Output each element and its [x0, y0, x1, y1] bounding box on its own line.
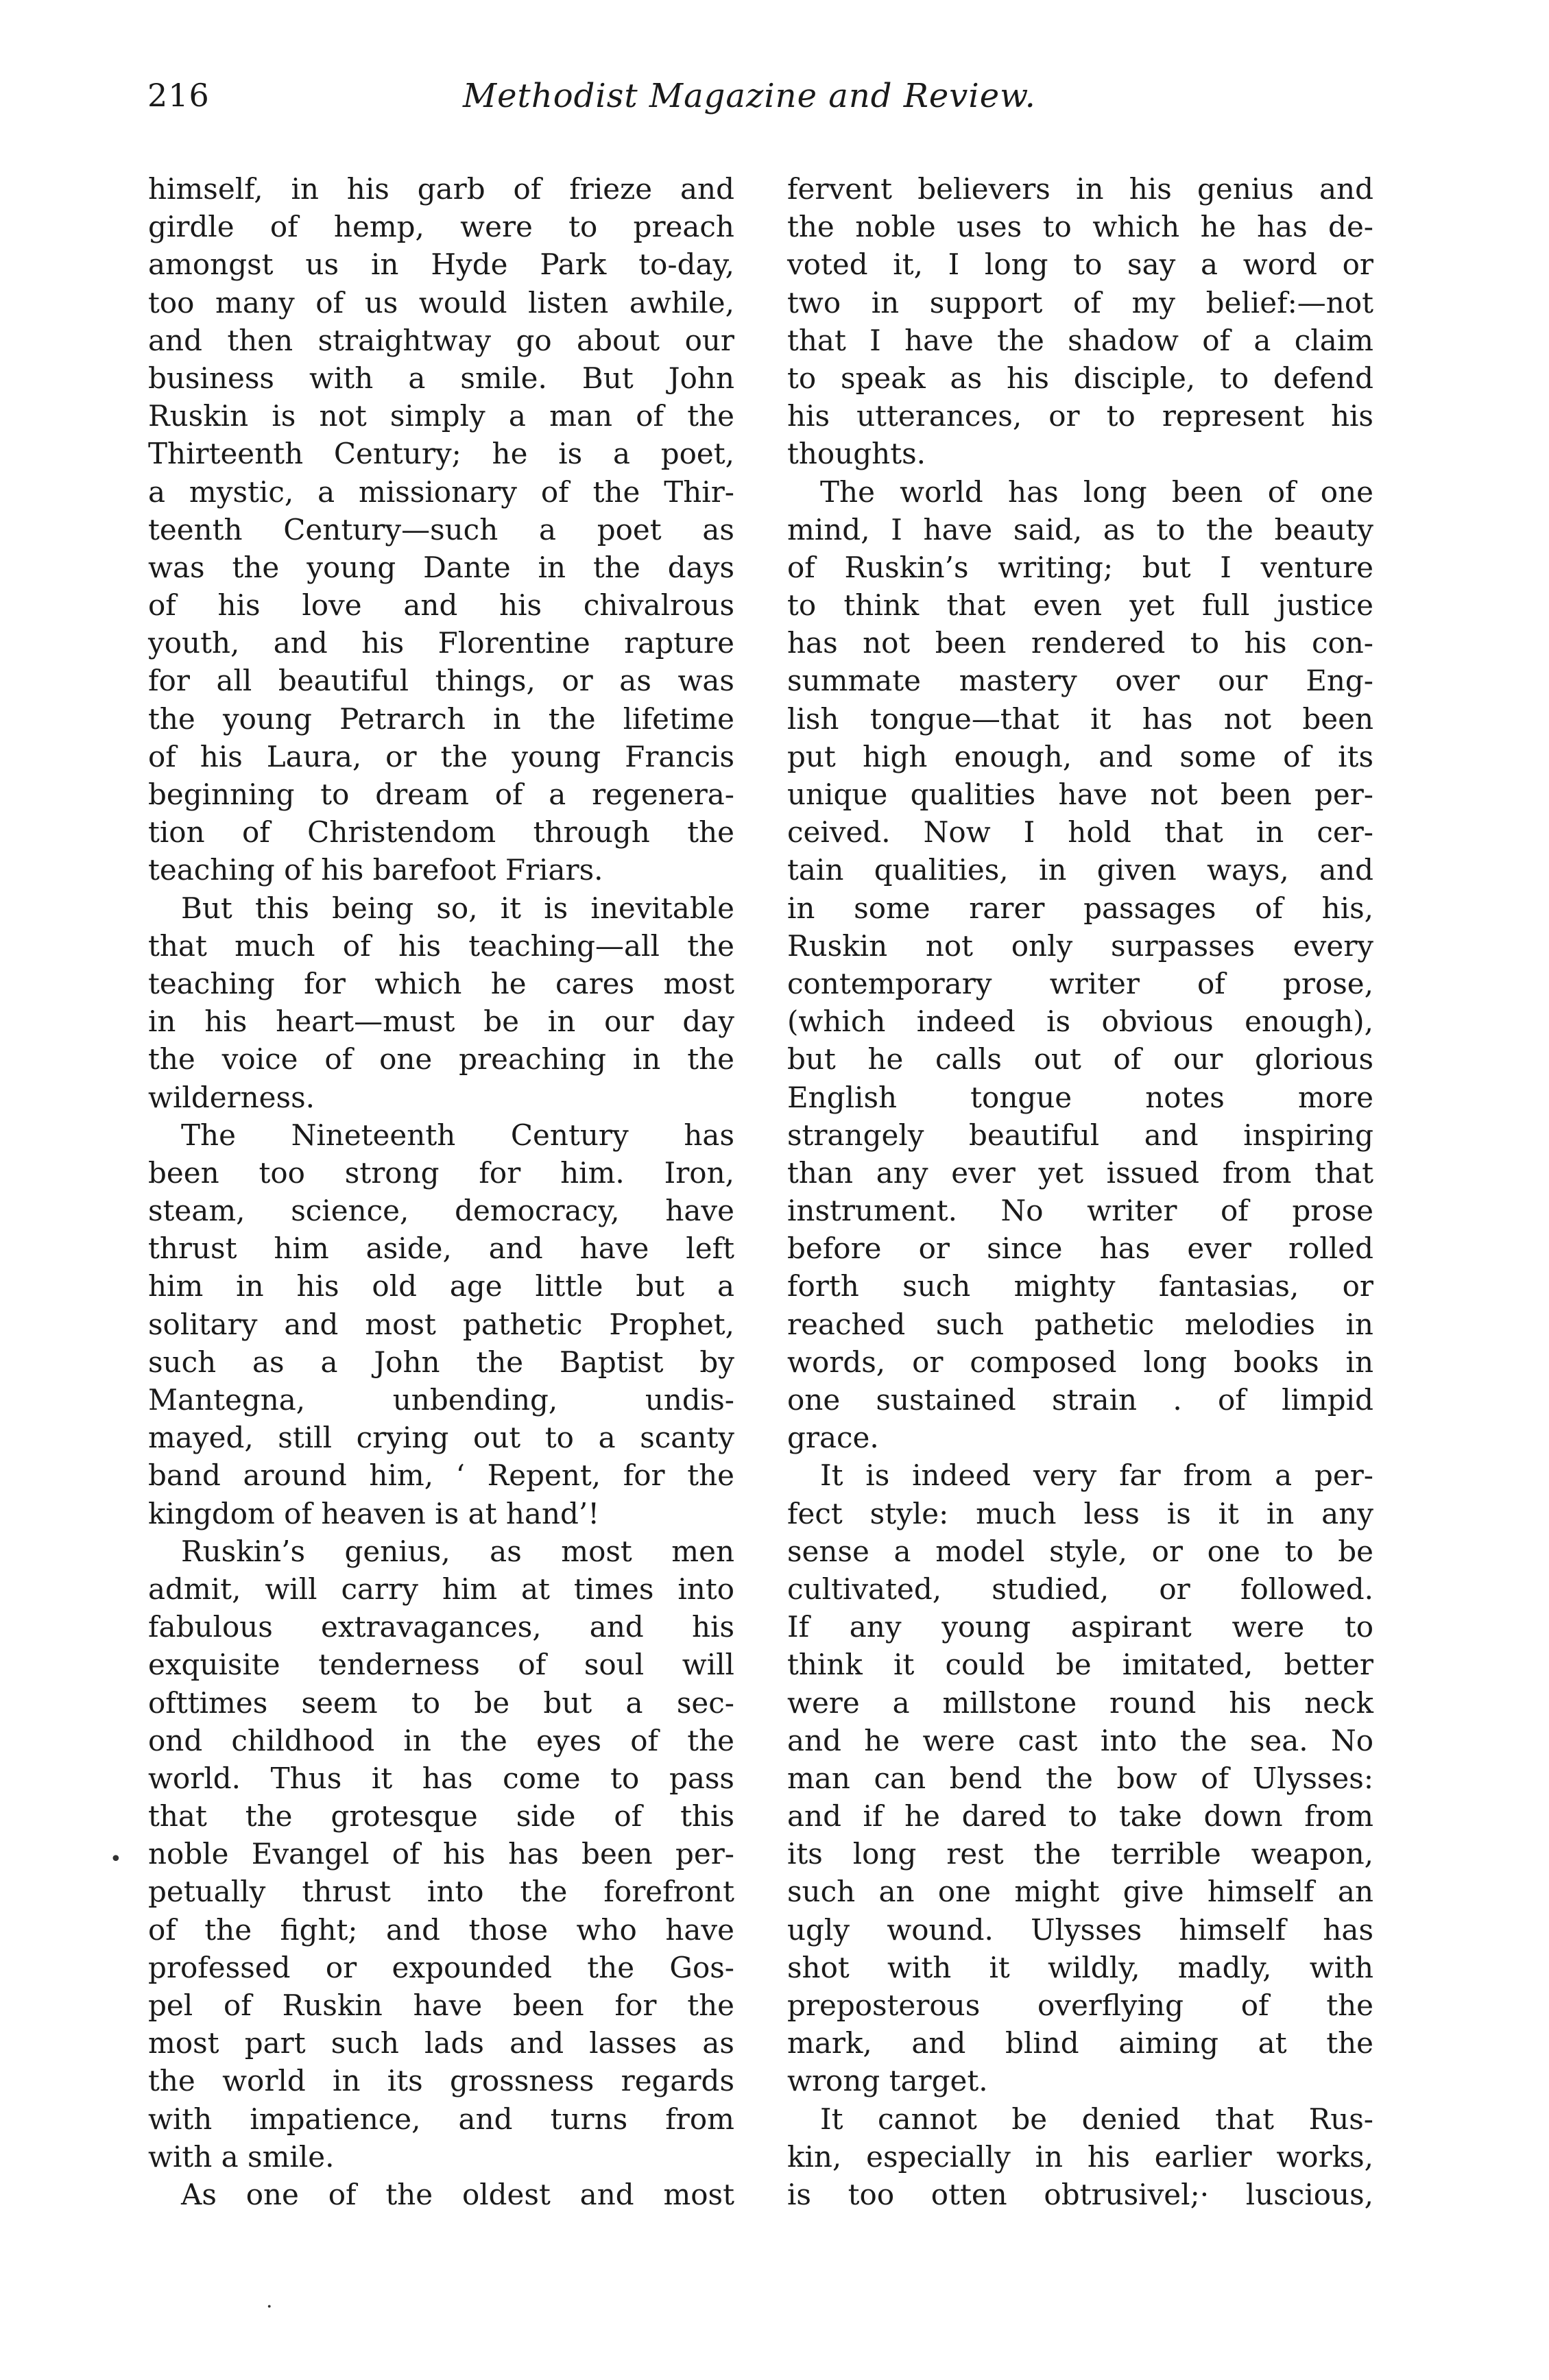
text-line: than any ever yet issued from that [787, 1155, 1373, 1190]
text-line: fervent believers in his genius and [787, 172, 1373, 206]
left-text-column [148, 170, 734, 2213]
text-line: reached such pathetic melodies in [787, 1307, 1373, 1341]
text-line: Ruskin’s genius, as most men [181, 1534, 734, 1568]
text-line: business with a smile. But John [148, 361, 734, 395]
text-line: himself, in his garb of frieze and [148, 172, 734, 206]
text-line: its long rest the terrible weapon, [787, 1837, 1373, 1871]
text-line: man can bend the bow of Ulysses: [787, 1761, 1373, 1795]
text-line: in his heart—must be in our day [148, 1005, 734, 1039]
text-line: The Nineteenth Century has [181, 1118, 734, 1152]
text-line: to speak as his disciple, to defend [787, 361, 1373, 395]
text-line: English tongue notes more [787, 1080, 1373, 1114]
text-line: forth such mighty fantasias, or [787, 1269, 1373, 1303]
text-line: cultivated, studied, or followed. [787, 1572, 1373, 1606]
text-line: ceived. Now I hold that in cer- [787, 815, 1373, 850]
text-line: mayed, still crying out to a scanty [148, 1421, 734, 1455]
text-line: him in his old age little but a [148, 1269, 734, 1303]
text-line: a mystic, a missionary of the Thir- [148, 474, 734, 509]
text-line: of his love and his chivalrous [148, 588, 734, 623]
text-line: the young Petrarch in the lifetime [148, 701, 734, 736]
text-line: but he calls out of our glorious [787, 1042, 1373, 1077]
text-line: amongst us in Hyde Park to-day, [148, 248, 734, 282]
text-line: ugly wound. Ulysses himself has [787, 1912, 1373, 1947]
text-line: tion of Christendom through the [148, 815, 734, 850]
text-line: for all beautiful things, or as was [148, 664, 734, 698]
text-line: pel of Ruskin have been for the [148, 1988, 734, 2022]
text-line: steam, science, democracy, have [148, 1194, 734, 1228]
text-line: one sustained strain . of limpid [787, 1383, 1373, 1417]
running-title: Methodist Magazine and Review. [463, 77, 1036, 115]
text-line: words, or composed long books in [787, 1345, 1373, 1379]
text-line: band around him, ‘ Repent, for the [148, 1458, 734, 1493]
text-line: If any young aspirant were to [787, 1610, 1373, 1644]
text-line: petually thrust into the forefront [148, 1875, 734, 1909]
text-line: wilderness. [148, 1080, 315, 1114]
text-line: teaching of his barefoot Friars. [148, 853, 603, 887]
text-line: been too strong for him. Iron, [148, 1155, 734, 1190]
text-line: such as a John the Baptist by [148, 1345, 734, 1379]
text-line: wrong target. [787, 2064, 988, 2098]
text-line: that the grotesque side of this [148, 1799, 734, 1834]
text-line: the world in its grossness regards [148, 2064, 734, 2098]
text-line: unique qualities have not been per- [787, 778, 1373, 811]
text-line: noble Evangel of his has been per- [148, 1837, 734, 1871]
text-line: of his Laura, or the young Francis [148, 739, 734, 773]
text-line: As one of the oldest and most [181, 2177, 734, 2211]
text-line: exquisite tenderness of soul will [148, 1648, 734, 1682]
text-line: put high enough, and some of its [787, 739, 1373, 773]
text-line: fect style: much less is it in any [787, 1496, 1373, 1530]
text-line: grace. [787, 1421, 879, 1455]
text-line: Ruskin not only surpasses every [787, 928, 1373, 963]
text-line: (which indeed is obvious enough), [787, 1005, 1373, 1039]
text-line: Mantegna, unbending, undis- [148, 1383, 734, 1417]
text-line: ofttimes seem to be but a sec- [148, 1685, 734, 1720]
text-line: were a millstone round his neck [787, 1685, 1373, 1720]
text-line: contemporary writer of prose, [787, 966, 1373, 1000]
text-line: his utterances, or to represent his [787, 399, 1373, 433]
text-line: preposterous overflying of the [787, 1988, 1373, 2022]
text-line: and he were cast into the sea. No [787, 1723, 1373, 1757]
text-line: voted it, I long to say a word or [787, 248, 1373, 282]
right-text-column [787, 170, 1373, 2213]
margin-speck: • [110, 1847, 122, 1871]
text-line: girdle of hemp, were to preach [148, 210, 734, 244]
text-line: sense a model style, or one to be [787, 1534, 1373, 1568]
text-line: It is indeed very far from a per- [820, 1458, 1373, 1493]
text-line: Thirteenth Century; he is a poet, [148, 437, 734, 471]
text-line: youth, and his Florentine rapture [148, 626, 734, 660]
text-line: is too otten obtrusivel;· luscious, [787, 2177, 1373, 2211]
text-line: with impatience, and turns from [148, 2102, 734, 2136]
text-line: of the fight; and those who have [148, 1912, 734, 1947]
text-line: ond childhood in the eyes of the [148, 1723, 734, 1757]
text-line: strangely beautiful and inspiring [787, 1118, 1373, 1152]
text-line: fabulous extravagances, and his [148, 1610, 734, 1644]
text-line: instrument. No writer of prose [787, 1194, 1373, 1228]
text-line: shot with it wildly, madly, with [787, 1950, 1373, 1984]
text-line: teenth Century—such a poet as [148, 512, 734, 546]
text-line: before or since has ever rolled [787, 1231, 1373, 1266]
text-line: two in support of my belief:—not [787, 285, 1373, 320]
text-line: admit, will carry him at times into [148, 1572, 734, 1606]
text-line: with a smile. [148, 2139, 335, 2174]
text-line: kin, especially in his earlier works, [787, 2139, 1373, 2174]
text-line: such an one might give himself an [787, 1875, 1373, 1909]
text-line: mark, and blind aiming at the [787, 2026, 1373, 2060]
text-line: that I have the shadow of a claim [787, 323, 1373, 357]
text-line: solitary and most pathetic Prophet, [148, 1307, 734, 1341]
text-line: too many of us would listen awhile, [148, 285, 734, 320]
text-line: mind, I have said, as to the beauty [787, 512, 1373, 546]
text-line: and if he dared to take down from [787, 1799, 1373, 1834]
text-line: summate mastery over our Eng- [787, 664, 1373, 698]
text-line: lish tongue—that it has not been [787, 701, 1373, 736]
text-line: to think that even yet full justice [787, 588, 1373, 623]
margin-speck: · [266, 2295, 273, 2319]
text-line: the noble uses to which he has de- [787, 210, 1373, 244]
text-line: But this being so, it is inevitable [181, 891, 734, 925]
page-number: 216 [147, 77, 210, 114]
text-line: of Ruskin’s writing; but I venture [787, 550, 1373, 584]
text-line: kingdom of heaven is at hand’! [148, 1496, 600, 1530]
text-line: has not been rendered to his con- [787, 626, 1373, 660]
text-line: The world has long been of one [820, 474, 1373, 509]
text-line: beginning to dream of a regenera- [148, 778, 734, 811]
text-line: It cannot be denied that Rus- [820, 2102, 1373, 2136]
text-line: Ruskin is not simply a man of the [148, 399, 734, 433]
text-line: world. Thus it has come to pass [148, 1761, 734, 1795]
text-line: most part such lads and lasses as [148, 2026, 734, 2060]
running-head [147, 77, 1080, 125]
text-line: the voice of one preaching in the [148, 1042, 734, 1077]
text-line: teaching for which he cares most [148, 966, 734, 1000]
text-line: thrust him aside, and have left [148, 1231, 734, 1266]
text-line: was the young Dante in the days [148, 550, 734, 584]
text-line: in some rarer passages of his, [787, 891, 1373, 925]
text-line: tain qualities, in given ways, and [787, 853, 1373, 887]
text-line: thoughts. [787, 437, 926, 471]
text-line: and then straightway go about our [148, 323, 734, 357]
text-line: think it could be imitated, better [787, 1648, 1373, 1682]
text-line: professed or expounded the Gos- [148, 1950, 734, 1984]
text-line: that much of his teaching—all the [148, 928, 734, 963]
